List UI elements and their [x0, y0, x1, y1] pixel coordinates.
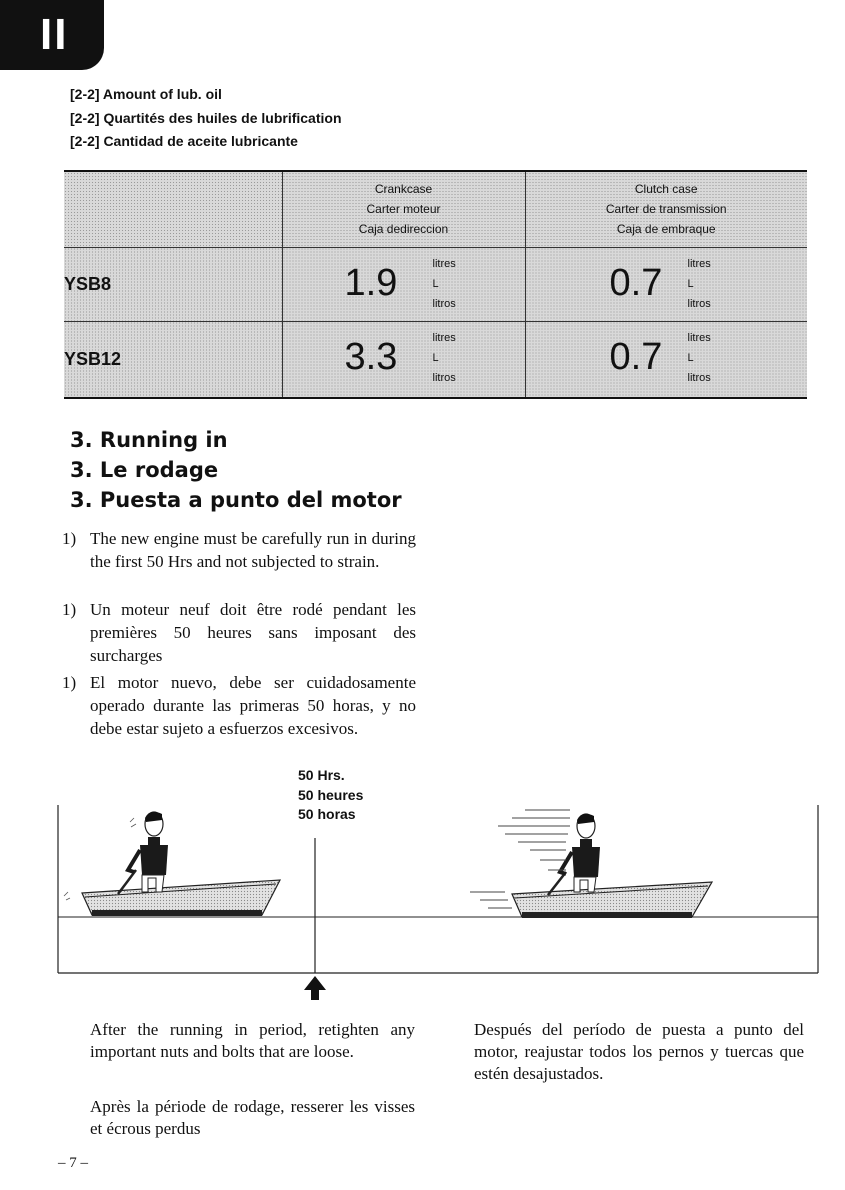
- header-clutch-en: Clutch case: [634, 182, 698, 197]
- clutch-value-cell: [525, 247, 807, 321]
- paragraph-text: Un moteur neuf doit être rodé pendant les premières 50 heures sans imposant des surcharges: [90, 600, 416, 665]
- marker-label-es: 50 horas: [298, 806, 356, 822]
- running-in-illustration: [0, 800, 845, 1000]
- sweat-marks: [130, 818, 136, 827]
- header-clutch-fr: Carter de transmission: [605, 202, 727, 217]
- header-empty-cell: [64, 171, 282, 247]
- paragraph-text: The new engine must be carefully run in during the first 50 Hrs and not subjected to strain.: [90, 529, 416, 571]
- marker-label-en: 50 Hrs.: [298, 767, 345, 783]
- unit-litres: litres: [687, 331, 711, 344]
- heading-running-in-fr: 3. Le rodage: [70, 458, 219, 482]
- unit-l: L: [687, 351, 694, 364]
- unit-litros: litros: [432, 297, 456, 310]
- table-row: [64, 321, 807, 398]
- boat-slow: [82, 870, 280, 916]
- subheading-en: [2-2] Amount of lub. oil: [70, 86, 222, 102]
- man-slow: [128, 812, 168, 892]
- after-text-en: After the running in period, retighten any important nuts and bolts that are loose.: [90, 1020, 415, 1061]
- lub-oil-table: [64, 170, 807, 399]
- subheading-fr: [2-2] Quartités des huiles de lubrification: [70, 110, 342, 126]
- header-clutch: [525, 171, 807, 247]
- paragraph-number: 1): [62, 529, 77, 548]
- paragraph-es: [62, 671, 416, 740]
- heading-running-in-en: 3. Running in: [70, 428, 228, 452]
- paragraph-fr: [62, 598, 416, 667]
- clutch-value: 0.7: [609, 261, 663, 304]
- crankcase-value-cell: [282, 247, 525, 321]
- page-number: – 7 –: [58, 1155, 88, 1171]
- section-number: II: [40, 10, 69, 59]
- paragraph-number: 1): [62, 673, 77, 692]
- unit-l: L: [687, 277, 694, 290]
- paragraph-text: El motor nuevo, debe ser cuidadosamente operado durante las primeras 50 horas, y no debe estar sujeto a esfuerzos excesivos.: [90, 673, 416, 738]
- unit-litros: litros: [432, 371, 456, 384]
- after-text-fr: Après la période de rodage, resserer les visses et écrous perdus: [90, 1097, 415, 1138]
- crankcase-value-cell: [282, 321, 525, 398]
- splash-marks: [64, 892, 70, 900]
- unit-litres: litres: [687, 257, 711, 270]
- heading-running-in-es: 3. Puesta a punto del motor: [70, 488, 402, 512]
- unit-litres: litres: [432, 257, 456, 270]
- clutch-value: 0.7: [609, 335, 663, 378]
- boat-fast: [512, 872, 712, 918]
- model-cell: YSB8: [64, 247, 282, 321]
- header-crankcase-en: Crankcase: [374, 182, 433, 197]
- header-crankcase-fr: Carter moteur: [366, 202, 441, 217]
- model-cell: YSB12: [64, 321, 282, 398]
- table-row: [64, 247, 807, 321]
- after-text-es: Después del período de puesta a punto del motor, reajustar todos los pernos y tuercas que estén desajustados.: [474, 1020, 804, 1083]
- clutch-value-cell: [525, 321, 807, 398]
- crankcase-value: 1.9: [344, 261, 398, 304]
- crankcase-value: 3.3: [344, 335, 398, 378]
- subheading-es: [2-2] Cantidad de aceite lubricante: [70, 133, 298, 149]
- header-clutch-es: Caja de embraque: [616, 222, 716, 237]
- section-badge: [0, 0, 104, 70]
- unit-l: L: [432, 277, 439, 290]
- unit-l: L: [432, 351, 439, 364]
- header-crankcase: [282, 171, 525, 247]
- man-fast: [560, 814, 600, 892]
- arrow-up-icon: [304, 976, 326, 1000]
- header-crankcase-es: Caja dedireccion: [358, 222, 449, 237]
- paragraph-number: 1): [62, 600, 77, 619]
- table-header-row: [64, 171, 807, 247]
- paragraph-en: [62, 527, 416, 573]
- unit-litros: litros: [687, 371, 711, 384]
- marker-label-fr: 50 heures: [298, 787, 364, 803]
- unit-litres: litres: [432, 331, 456, 344]
- unit-litros: litros: [687, 297, 711, 310]
